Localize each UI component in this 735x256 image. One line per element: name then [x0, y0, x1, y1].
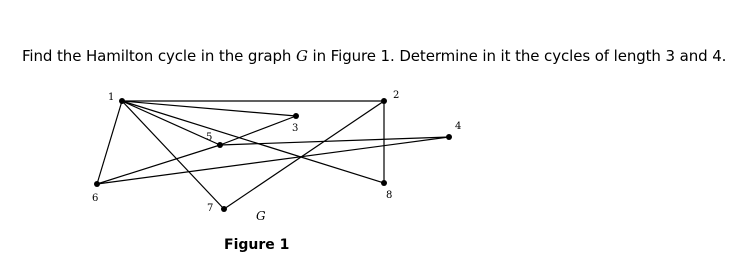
vertex-7	[221, 206, 227, 212]
vertex-4	[446, 134, 452, 140]
edge-6-5	[97, 145, 220, 184]
vertex-8	[381, 180, 387, 186]
vertex-label-3: 3	[292, 123, 299, 134]
vertex-6	[94, 181, 100, 187]
question-part-1: Find the Hamilton cycle in the graph	[22, 47, 296, 65]
question-part-2: in Figure 1. Determine in it the cycles of length 3 and 4.	[307, 47, 727, 65]
vertex-label-1: 1	[108, 92, 115, 103]
vertex-label-4: 4	[455, 121, 462, 132]
vertex-3	[293, 113, 299, 119]
vertex-label-2: 2	[393, 90, 400, 101]
vertex-1	[119, 98, 125, 104]
edge-2-7	[224, 101, 384, 209]
edges	[97, 101, 449, 209]
vertex-label-7: 7	[207, 203, 214, 214]
graph-label: G	[256, 209, 266, 223]
vertex-label-5: 5	[206, 132, 213, 143]
vertex-label-8: 8	[386, 190, 393, 201]
vertices	[94, 98, 452, 212]
vertex-5	[217, 142, 223, 148]
figure-caption: Figure 1	[224, 237, 290, 253]
edge-6-4	[97, 137, 449, 184]
vertex-label-6: 6	[92, 193, 99, 204]
edge-3-5	[220, 116, 299, 145]
edge-1-6	[97, 101, 122, 184]
edge-1-3	[122, 101, 296, 116]
vertex-2	[381, 98, 387, 104]
graph-variable: G	[295, 47, 308, 65]
